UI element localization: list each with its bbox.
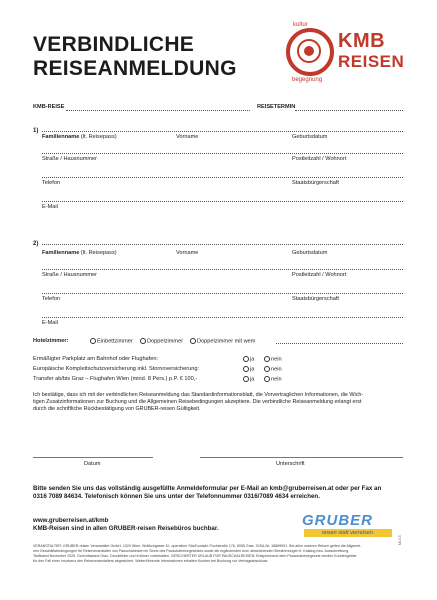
datum-label: Datum (84, 461, 101, 467)
person-2-email-field[interactable] (42, 317, 403, 318)
person-2-geburtsdatum-label: Geburtsdatum (292, 250, 328, 256)
cta-line-2: 0316 7089 84634. Telefonisch können Sie uns unter der Telefonnummer 0316/7089 4634 erreichen. (33, 493, 320, 500)
logo-sub: REISEN (338, 52, 405, 71)
person-1-email-field[interactable] (42, 201, 403, 202)
option-einbettzimmer[interactable]: Einbettzimmer (90, 338, 133, 344)
person-1-telefon-label: Telefon (42, 180, 61, 186)
option-doppelzimmer-mit-wem[interactable]: Doppelzimmer mit wem (190, 338, 255, 344)
extra-versicherung-yes[interactable]: ja (243, 366, 254, 372)
consent-line-1: Ich bestätige, dass ich mit der verbindlichen Reiseanmeldung das Standardinformationsblatt, die Vorvertraglichen Informationen, die Wich- (33, 392, 364, 398)
radio-icon (264, 366, 270, 372)
gruber-tagline: reisen statt verreisen. (304, 529, 392, 537)
extra-transfer-yes[interactable]: ja (243, 376, 254, 382)
person-1-plz-label: Postleitzahl / Wohnort (292, 156, 347, 162)
reisetermin-label: REISETERMIN (257, 104, 296, 110)
logo-dot-icon (304, 46, 314, 56)
radio-icon (264, 356, 270, 362)
person-2-name-field[interactable] (42, 244, 403, 245)
extra-parkplatz-yes[interactable]: ja (243, 356, 254, 362)
radio-icon (243, 356, 249, 362)
side-code: ML/15 (398, 535, 402, 545)
unterschrift-field[interactable] (200, 457, 403, 458)
person-2-address-field[interactable] (42, 269, 403, 270)
extra-versicherung-no[interactable]: nein (264, 366, 282, 372)
cta-line-1: Bitte senden Sie uns das vollständig ausgefüllte Anmeldeformular per E-Mail an kmb@gruberreisen.at oder per Fax an (33, 485, 382, 492)
person-1-strasse-label: Straße / Hausnummer (42, 156, 98, 162)
person-1-geburtsdatum-label: Geburtsdatum (292, 134, 328, 140)
gruber-reisen-logo (302, 512, 394, 540)
logo-brand: KMB (338, 30, 386, 52)
legal-footer (33, 544, 393, 564)
person-2-staatsbuergerschaft-label: Staatsbürgerschaft (292, 296, 339, 302)
footer-line-3: Tarifstand November 2025. Gerichtsstand Graz. Druckfehler und Irrtümer vorbehalten. GESICHERTER URLAUB FÜR PAUSCHALREISEN: Entsprechend dem Pauschalreisegesetz werden Kundengelder (33, 554, 357, 558)
page-title (33, 33, 237, 81)
consent-text (33, 392, 413, 413)
logo-arc-top: kultur (293, 22, 308, 28)
extra-parkplatz-label: Ermäßigter Parkplatz am Bahnhof oder Flughafen: (33, 356, 158, 362)
datum-field[interactable] (33, 457, 153, 458)
extra-versicherung-label: Europäische Komplettschutzversicherung inkl. Stornoversicherung: (33, 366, 200, 372)
option-doppelzimmer[interactable]: Doppelzimmer (140, 338, 183, 344)
radio-icon (140, 338, 146, 344)
person-2-familienname-label: Familienname (lt. Reisepass) (42, 250, 117, 256)
gruber-wordmark: GRUBER (302, 512, 374, 529)
person-2-email-label: E-Mail (42, 320, 58, 326)
extra-parkplatz-no[interactable]: nein (264, 356, 282, 362)
person-2-number: 2) (33, 241, 39, 247)
doppelzimmer-mit-wem-field[interactable] (276, 343, 403, 344)
kmb-reisen-logo (286, 22, 405, 86)
footer-line-1: VERANSTALTER: GRUBER-reisen Veranstalter GmbH, 1020 Wien, Wolfkchgasse 10, operativer Sitz/Kontakt: Puchstraße 176, 8055 Graz, GISA-Nr. 18889591. Bei allen unseren Reisen gelten die Allgemei- (33, 544, 362, 548)
person-2-telefon-label: Telefon (42, 296, 61, 302)
unterschrift-label: Unterschrift (276, 461, 305, 467)
title-line-1: VERBINDLICHE (33, 33, 195, 56)
website-url[interactable]: www.gruberreisen.at/kmb (33, 517, 109, 524)
person-1-staatsbuergerschaft-label: Staatsbürgerschaft (292, 180, 339, 186)
footer-line-2: nen Geschäftsbedingungen für Reiseveranstalter von Pauschalreisen im Sinne des Pauschalreisegesetzes sowie die ergänzenden bzw. abweichenden Bestimmungen lt. Katalog bzw. Ausschreibung. (33, 549, 350, 553)
website-info (33, 517, 219, 533)
logo-arc-bottom: begegnung (292, 77, 323, 83)
person-1-vorname-label: Vorname (176, 134, 199, 140)
person-2-vorname-label: Vorname (176, 250, 199, 256)
footer-line-4: für den Fall einer Insolvenz des Reiseveranstalters abgesichert. Weiterführende Informationen erhalten Kunden bei Buchung vor Vertragsabschluss. (33, 559, 269, 563)
radio-icon (243, 376, 249, 382)
radio-icon (190, 338, 196, 344)
person-1-phone-field[interactable] (42, 177, 403, 178)
consent-line-3: durch die schriftliche Rückbestätigung von GRUBER-reisen Gültigkeit. (33, 406, 201, 412)
kmb-reise-label: KMB-REISE (33, 104, 65, 110)
person-2-plz-label: Postleitzahl / Wohnort (292, 272, 347, 278)
website-note: KMB-Reisen sind in allen GRUBER-reisen Reisebüros buchbar. (33, 525, 219, 532)
extra-transfer-label: Transfer ab/bis Graz – Flughafen Wien (mind. 8 Pers.) p.P. € 100,- (33, 376, 198, 382)
person-1-name-field[interactable] (42, 131, 403, 132)
contact-instructions (33, 485, 405, 501)
consent-line-2: tigen Zusatzinformationen zur Buchung und die Allgemeinen Reisebedingungen akzeptiere. Die verbindliche Reiseanmeldung erlangt erst (33, 399, 362, 405)
radio-icon (90, 338, 96, 344)
hotelzimmer-label: Hotelzimmer: (33, 338, 69, 344)
reisetermin-field[interactable] (295, 110, 403, 111)
person-1-familienname-label: Familienname (lt. Reisepass) (42, 134, 117, 140)
radio-icon (243, 366, 249, 372)
person-1-email-label: E-Mail (42, 204, 58, 210)
person-1-address-field[interactable] (42, 153, 403, 154)
radio-icon (264, 376, 270, 382)
title-line-2: REISEANMELDUNG (33, 57, 237, 80)
person-2-strasse-label: Straße / Hausnummer (42, 272, 98, 278)
person-2-phone-field[interactable] (42, 293, 403, 294)
extra-transfer-no[interactable]: nein (264, 376, 282, 382)
person-1-number: 1) (33, 128, 39, 134)
kmb-reise-field[interactable] (66, 110, 250, 111)
